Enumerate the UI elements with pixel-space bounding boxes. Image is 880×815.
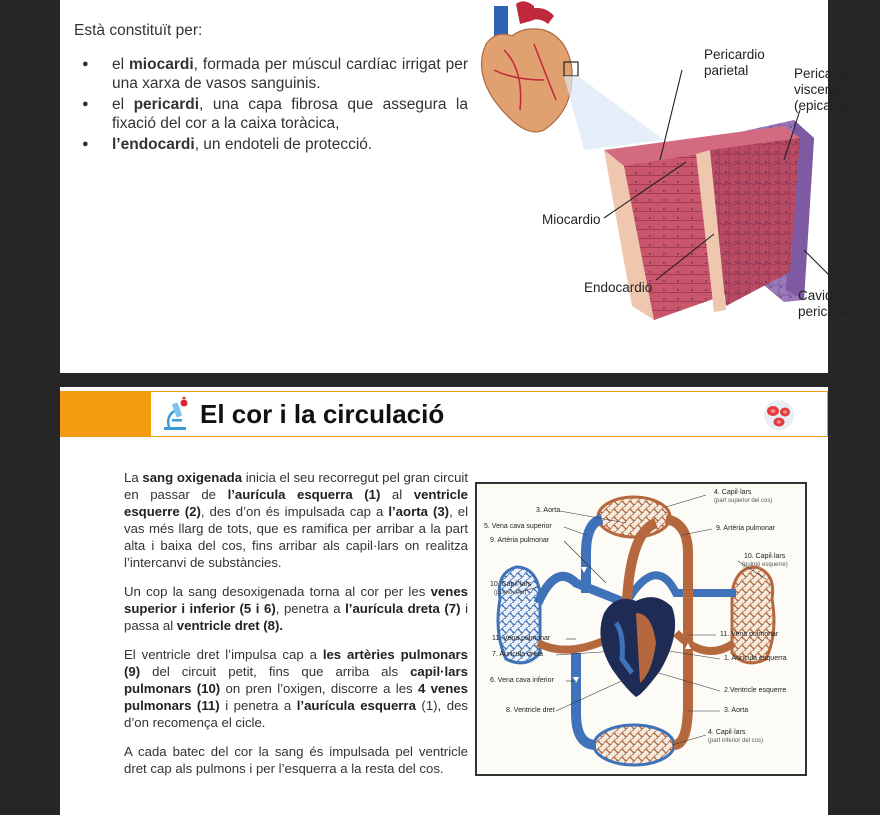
label-vena-cava-superior: 5. Vena cava superior [484,523,552,530]
list-item: ● el pericardi, una capa fibrosa que assegura la fixació del cor a la caixa toràcica, [82,95,468,133]
text-run: i passa al [124,601,468,633]
text-run: al [380,487,414,502]
label-endocardio: Endocardio [584,280,653,295]
layers-list [82,55,468,156]
label-ventricle-esquerre: 2.Ventricle esquerre [724,687,787,694]
label-miocardio: Miocardio [542,212,601,227]
heart-wall-svg [464,0,828,373]
slide-title: El cor i la circulació [200,399,445,429]
bold-term: ventricle esquerre (2) [124,487,468,519]
text-run: del circuit petit, fins que arriba als [140,664,411,679]
label-vena-pulmonar-right: 11. Vena pulmonar [720,631,779,638]
text-run: , el vas més llarg de tots, que es ramifica per arribar a la part alta i baixa del cos, fins arribar als capil·lars on realitza l’intercanvi de substàncies. [124,504,468,570]
paragraph [124,469,468,571]
text-run: (1), des d’on recomença el cicle. [124,698,468,730]
label-capillars-pulmo-dret-sub: (pulmó dret) [494,590,527,596]
paragraph [124,743,468,777]
label-vena-cava-inferior: 6. Vena cava inferior [490,677,554,684]
bold-term: venes superior i inferior (5 i 6) [124,584,468,616]
list-item: ● l’endocardi, un endoteli de protecció. [82,135,468,154]
label-capillars-inferior: 4. Capil·lars [708,729,746,736]
paragraph [124,583,468,634]
bold-term: l’aurícula esquerra (1) [227,487,381,502]
text-run: on pren l’oxigen, discorre a les [220,681,418,696]
label-capillars-inferior-sub: (part inferior del cos) [708,738,764,744]
label-ventricle-dret: 8. Ventricle dret [506,707,555,714]
bold-term: sang oxigenada [142,470,243,485]
label-capillars-pulmo-esquerre: 10. Capil·lars [744,553,786,560]
lower-capillaries [594,725,674,765]
label-capillars-pulmo-esquerre-sub: (pulmó esquerre) [742,562,788,568]
list-item: ● el miocardi, formada per múscul cardíac irrigat per una xarxa de vasos sanguinis. [82,55,468,93]
label-auricula-dreta: 7. Aurícula dreta [492,651,543,658]
bold-term: l’aurícula esquerra [296,698,416,713]
label-arteria-pulmonar-right: 9. Artèria pulmonar [716,525,776,532]
slide-header [60,391,828,437]
circulation-diagram [476,483,806,775]
blood-cells-icon [762,399,796,431]
text-run: Un cop la sang desoxigenada torna al cor per les [124,584,431,599]
circulation-text [124,469,468,789]
bold-term: l’aorta (3) [388,504,450,519]
label-capillars-superior-sub: (part superior del cos) [714,498,773,504]
slide-circulation [60,387,828,815]
bold-term: les artèries pulmonars (9) [124,647,468,679]
bold-term: 4 venes pulmonars (11) [124,681,468,713]
label-aorta-bottom: 3. Aorta [724,707,749,714]
upper-capillaries [598,497,670,537]
label-pericardio-parietal: Pericardio parietal [704,47,765,78]
left-lung [732,567,774,663]
microscope-icon [160,397,192,431]
heart-wall-illustration [464,0,865,373]
text-run: La [124,470,143,485]
heart-icon [482,1,579,132]
text-run: i penetra a [219,698,297,713]
label-vena-pulmonar-left: 11. Vena pulmonar [492,635,551,642]
text-run: , des d’on és impulsada cap a [200,504,389,519]
paragraph [124,646,468,731]
label-pericardio-visceral: Pericardio visceral (epicardio) [794,66,858,113]
label-cavidad-pericardica: Cavidad pericárdica [798,288,865,319]
label-arteria-pulmonar-left: 9. Artèria pulmonar [490,537,550,544]
header-accent [60,391,150,437]
text-run: A cada batec del cor la sang és impulsada pel ventricle dret cap als pulmons i per l’esquerra a la resta del cos. [124,744,468,776]
label-capillars-pulmo-dret: 10. Capil·lars [490,581,532,588]
bold-term: ventricle dret (8). [176,618,284,633]
label-aorta-top: 3. Aorta [536,507,561,514]
bold-term: capil·lars pulmonars (10) [124,664,468,696]
label-capillars-superior: 4. Capil·lars [714,489,752,496]
slide-heart-layers [60,0,865,373]
text-run: , penetra a [275,601,346,616]
text-run: El ventricle dret l’impulsa cap a [124,647,323,662]
intro-text: Està constituït per: [74,22,203,39]
text-run: inicia el seu recorregut pel gran circuit en passar de [124,470,468,502]
label-auricula-esquerra: 1. Aurícula esquerra [724,655,787,662]
bold-term: l’aurícula dreta (7) [345,601,461,616]
